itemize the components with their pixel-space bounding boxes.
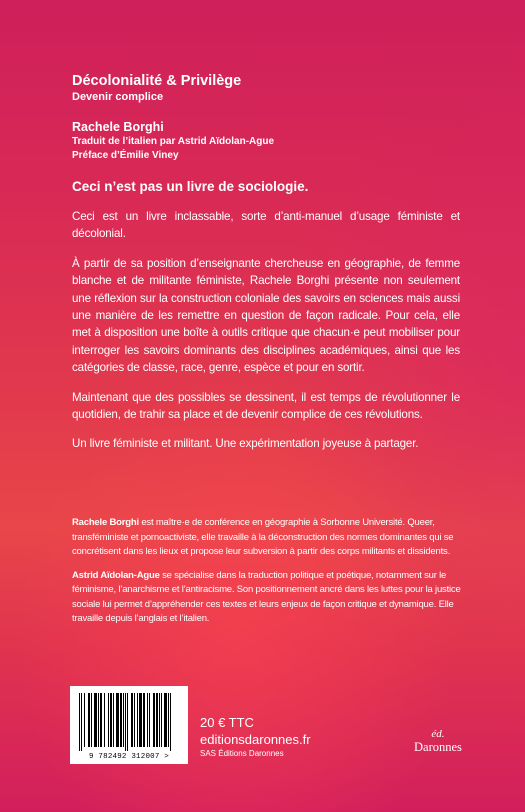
- price: 20 € TTC: [200, 715, 254, 730]
- publisher-website: editionsdaronnes.fr: [200, 732, 311, 747]
- bio-name: Astrid Aïdolan-Ague: [72, 569, 160, 581]
- bio-name: Rachele Borghi: [72, 517, 139, 528]
- publisher-logo: [414, 728, 462, 755]
- isbn-barcode: [70, 686, 188, 764]
- book-blurb: [72, 178, 460, 465]
- author-name: Rachele Borghi: [72, 120, 164, 134]
- bio-text: se spécialise dans la traduction politique et poétique, notamment sur le féminisme, l’anarchisme et l’antiracisme. Son positionnement ancré dans les luttes pour la justice sociale lui permet d’appréhender ces textes et leurs enjeux de façon critique et dynamique. Elle travaille depuis l’anglais et l’italien.: [72, 569, 461, 624]
- translation-credit: Traduit de l’italien par Astrid Aïdolan-Ague: [72, 136, 275, 147]
- barcode-digits: 9 782492 312007 >: [89, 753, 169, 761]
- publisher-company: SAS Éditions Daronnes: [200, 749, 284, 758]
- logo-name: Daronnes: [414, 740, 462, 754]
- barcode-bars: [71, 687, 187, 751]
- translator-bio: [72, 569, 464, 627]
- bio-text: est maître·e de conférence en géographie à Sorbonne Université. Queer, transféministe et pornoactiviste, elle travaille à la déconstruction des normes dominantes qui se concrétisent dans les lieux et propose leur subversion à partir des corps militants et dissidents.: [72, 517, 454, 557]
- blurb-tagline: Ceci n’est pas un livre de sociologie.: [72, 179, 309, 194]
- blurb-paragraph: Maintenant que des possibles se dessinent, il est temps de révolutionner le quotidien, de trahir sa place et de devenir complice de ces révolutions.: [72, 390, 460, 422]
- preface-credit: Préface d’Émilie Viney: [72, 150, 179, 161]
- book-header: [72, 72, 274, 163]
- logo-ed: éd.: [431, 728, 445, 740]
- biographies: [72, 516, 464, 636]
- blurb-paragraph: Un livre féministe et militant. Une expérimentation joyeuse à partager.: [72, 437, 419, 451]
- blurb-paragraph: À partir de sa position d’enseignante chercheuse en géographie, de femme blanche et de militante féministe, Rachele Borghi présente non seulement une réflexion sur la construction coloniale des savoirs en sciences mais aussi une manière de les remettre en question de façon radicale. Pour cela, elle met à disposition une boîte à outils critique que chacun·e peut mobiliser pour interroger les savoirs dominants des disciplines académiques, ainsi que les catégories de classe, race, genre, espèce et pour en sortir.: [72, 256, 460, 375]
- publisher-info: [200, 714, 311, 759]
- book-title: Décolonialité & Privilège: [72, 73, 242, 89]
- book-subtitle: Devenir complice: [72, 91, 164, 103]
- blurb-paragraph: Ceci est un livre inclassable, sorte d’anti-manuel d’usage féministe et décolonial.: [72, 210, 460, 241]
- author-bio: [72, 516, 464, 560]
